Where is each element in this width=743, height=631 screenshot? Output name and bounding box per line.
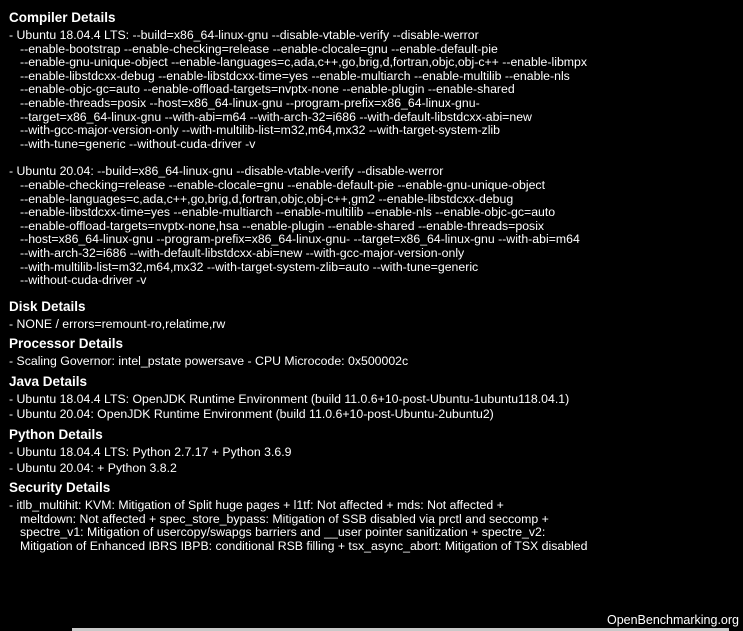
compiler-entry-ubuntu-20: - Ubuntu 20.04: --build=x86_64-linux-gnu --disable-vtable-verify --disable-werror --enable-checking=release --enable-clocale=gnu --enable-default-pie --enable-gnu-unique-object --enable-languages=c,ada,c++,go,brig,d,fortran,objc,obj-c++,gm2 --enable-libstdcxx-debug --enable-libstdcxx-time=yes --enable-multiarch --enable-multilib --enable-nls --enable-objc-gc=auto --enable-offload-targets=nvptx-none,hsa --enable-plugin --enable-shared --enable-threads=posix --host=x86_64-linux-gnu --program-prefix=x86_64-linux-gnu- --target=x86_64-linux-gnu --with-abi=m64 --with-arch-32=i686 --with-default-libstdcxx-abi=new --with-gcc-major-version-only --with-multilib-list=m32,m64,mx32 --with-target-system-zlib=auto --with-tune=generic --without-cuda-driver -v [9, 164, 580, 288]
compiler-details-heading: Compiler Details [9, 10, 116, 25]
security-entry: - itlb_multihit: KVM: Mitigation of Split huge pages + l1tf: Not affected + mds: Not affected + meltdown: Not affected + spec_store_bypass: Mitigation of SSB disabled via prctl and seccomp + spectre_v1: Mitigation of usercopy/swapgs barriers and __user pointer sanitization + spectre_v2: Mitigation of Enhanced IBRS IBPB: conditional RSB filling + tsx_async_abort: Mitigation of TSX disabled [9, 498, 588, 554]
python-entry-ubuntu-20: - Ubuntu 20.04: + Python 3.8.2 [9, 460, 177, 475]
compiler-entry-ubuntu-18: - Ubuntu 18.04.4 LTS: --build=x86_64-linux-gnu --disable-vtable-verify --disable-werror --enable-bootstrap --enable-checking=release --enable-clocale=gnu --enable-default-pie --enable-gnu-unique-object --enable-languages=c,ada,c++,go,brig,d,fortran,objc,obj-c++ --enable-libmpx --enable-libstdcxx-debug --enable-libstdcxx-time=yes --enable-multiarch --enable-multilib --enable-nls --enable-objc-gc=auto --enable-offload-targets=nvptx-none --enable-plugin --enable-shared --enable-threads=posix --host=x86_64-linux-gnu --program-prefix=x86_64-linux-gnu- --target=x86_64-linux-gnu --with-abi=m64 --with-arch-32=i686 --with-default-libstdcxx-abi=new --with-gcc-major-version-only --with-multilib-list=m32,m64,mx32 --with-target-system-zlib --with-tune=generic --without-cuda-driver -v [9, 28, 588, 151]
python-details-heading: Python Details [9, 427, 103, 443]
python-entry-ubuntu-18: - Ubuntu 18.04.4 LTS: Python 2.7.17 + Python 3.6.9 [9, 445, 292, 460]
disk-entry: - NONE / errors=remount-ro,relatime,rw [9, 316, 226, 331]
java-entry-ubuntu-20: - Ubuntu 20.04: OpenJDK Runtime Environment (build 11.0.6+10-post-Ubuntu-2ubuntu2) [9, 407, 494, 422]
processor-details-heading: Processor Details [9, 336, 124, 352]
system-details [9, 9, 734, 554]
security-details-heading: Security Details [9, 480, 111, 496]
openbenchmarking-credit: OpenBenchmarking.org [606, 613, 739, 627]
java-entry-ubuntu-18: - Ubuntu 18.04.4 LTS: OpenJDK Runtime Environment (build 11.0.6+10-post-Ubuntu-1ubuntu118.04.1) [9, 391, 570, 406]
disk-details-heading: Disk Details [9, 298, 86, 314]
java-details-heading: Java Details [9, 373, 88, 389]
processor-entry: - Scaling Governor: intel_pstate powersave - CPU Microcode: 0x500002c [9, 354, 409, 369]
